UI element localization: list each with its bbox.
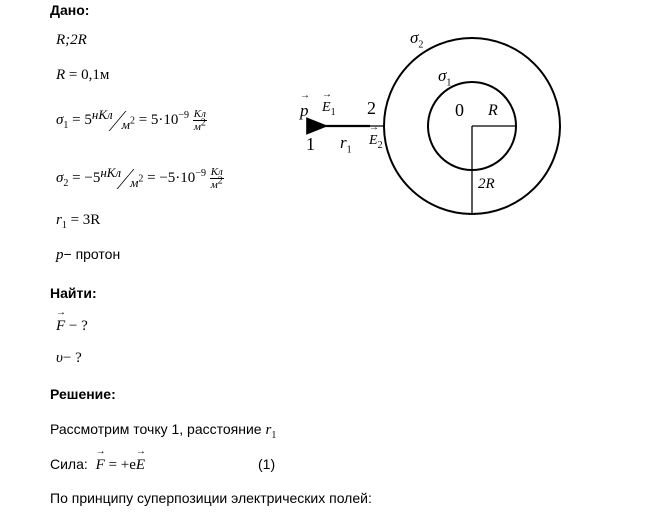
given-heading: Дано: [50,2,90,18]
particle-line: p− протон [56,246,121,263]
r1-label: $r_1$ [340,133,352,156]
sigma2-label: $\sigma_2$ [410,28,424,51]
find-force: → F − ? [56,318,88,335]
solution-heading: Решение: [50,386,116,402]
sigma1-label: $\sigma_1$ [438,66,452,89]
center-label: 0 [455,100,464,120]
point1-label: 1 [306,134,315,154]
find-heading: Найти: [50,285,97,301]
radii-line: R;2R [56,32,87,48]
proton-point [312,122,320,130]
solution-line-3: По принципу суперпозиции электрических полей: [50,490,372,506]
force-equation: Сила: → F = +e→ E [50,456,145,474]
twoR-label: 2R [478,176,495,192]
E2-label: → $E_2$ [369,133,383,149]
R-label: R [488,102,498,119]
solution-line-1: Рассмотрим точку 1, расстояние $r_1$ [50,421,277,441]
equation-number: (1) [258,456,276,472]
proton-label: → p [300,101,309,121]
R-value-line: R = 0,1м [56,67,110,83]
sigma1-value-line: $\sigma_1$ = 5нКлм$^2$ = $5\cdot 10^{-9}$ $\frac{Кл}{м^2}$ [56,106,206,133]
r1-value-line: $r_1 = 3R$ [56,212,101,231]
E1-label: → $E_1$ [322,100,336,116]
point2-label: 2 [367,98,376,118]
find-velocity: υ− ? [56,350,82,366]
sigma2-value-line: $\sigma_2$ = −5нКлм$^2$ = $-5\cdot 10^{-9}$ $\frac{Кл}{м^2}$ [56,164,223,191]
